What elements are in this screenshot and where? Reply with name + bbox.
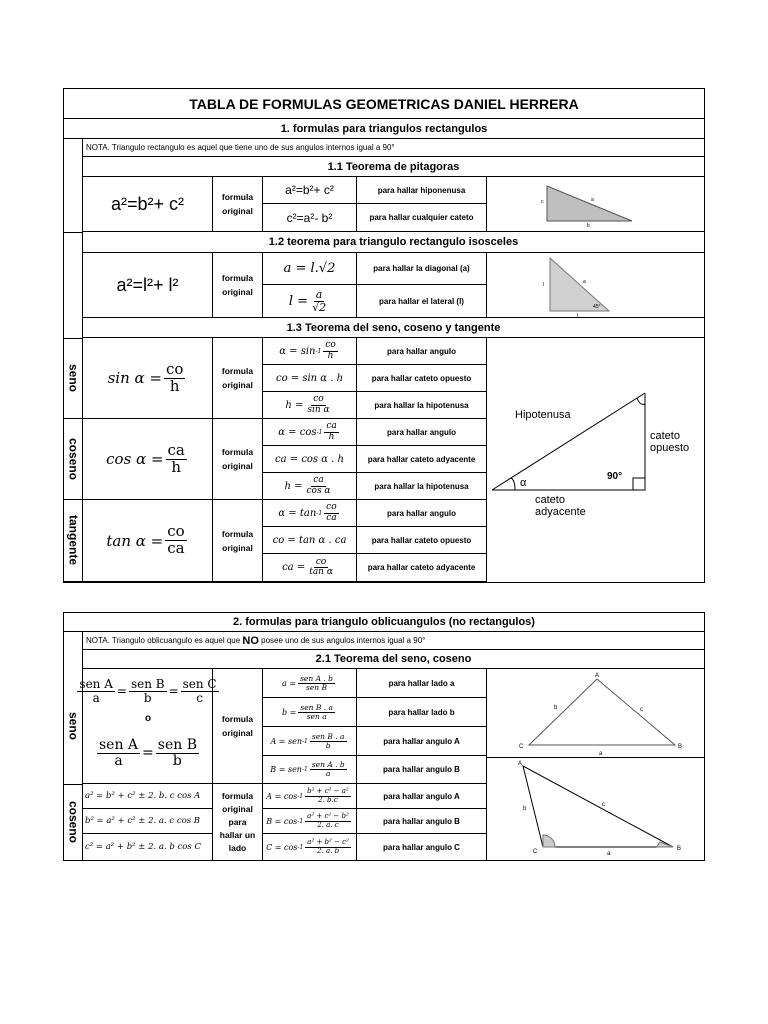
gutter-rule bbox=[64, 232, 83, 233]
coseno-figure-cell bbox=[487, 758, 704, 860]
formula-label: para hallar angulo bbox=[357, 338, 487, 365]
fraction-num: a bbox=[315, 287, 323, 301]
formula-lhs: α = tan bbox=[278, 507, 317, 519]
pitagoras-main-formula: a²=b²+ c² bbox=[83, 177, 213, 232]
trig-heading: 1.3 Teorema del seno, coseno y tangente bbox=[83, 318, 704, 338]
fraction-num: a² + c² − b² bbox=[307, 812, 349, 821]
formula-sup: -1 bbox=[316, 509, 323, 517]
formula-label: para hallar angulo A bbox=[357, 727, 487, 756]
isosceles-figure-cell bbox=[487, 253, 704, 318]
sine-law-cell bbox=[79, 669, 217, 784]
coseno-main-formula bbox=[83, 419, 213, 500]
top-angle-arc bbox=[637, 398, 645, 404]
formula-sup: -1 bbox=[297, 817, 304, 825]
note-pre: NOTA. Triangulo oblicuangulo es aquel que bbox=[86, 636, 243, 645]
fraction-num: sen C bbox=[182, 676, 217, 691]
cosine-law-cell bbox=[83, 784, 213, 860]
fig-alpha-label: α bbox=[520, 477, 527, 489]
formula-cell bbox=[263, 527, 357, 554]
pitagoras-label-2: para hallar cualquier cateto bbox=[357, 204, 487, 232]
oblique-triangle-figure-1 bbox=[487, 669, 704, 758]
fraction-den: sen a bbox=[306, 711, 327, 721]
fraction-num: sen B bbox=[130, 676, 165, 691]
formula-label: para hallar lado b bbox=[357, 698, 487, 727]
tangente-main-formula bbox=[83, 500, 213, 582]
fraction-num: ca bbox=[326, 421, 337, 432]
fraction-den: ca bbox=[326, 512, 337, 523]
fraction-den: sen B bbox=[305, 682, 327, 692]
isosceles-original-label: formula original bbox=[213, 253, 263, 318]
fraction-num: co bbox=[326, 502, 337, 513]
coseno-original-label: formula original bbox=[213, 419, 263, 500]
fig1-C: C bbox=[519, 744, 524, 750]
fraction-den: h bbox=[171, 457, 182, 476]
isosceles-main-formula: a²=l²+ l² bbox=[83, 253, 213, 318]
fig1-c: c bbox=[640, 707, 643, 713]
formula-cell bbox=[263, 698, 357, 727]
main-formula-lhs: tan α = bbox=[106, 531, 164, 550]
fig-right-angle-label: 90° bbox=[607, 471, 623, 482]
formula-sup: -1 bbox=[315, 347, 322, 355]
fraction-den: 2. b.c bbox=[318, 795, 338, 804]
fraction-den: c bbox=[196, 690, 203, 705]
fraction-num: ca bbox=[167, 440, 185, 459]
formula-cell bbox=[263, 809, 357, 834]
fraction-num: sen A bbox=[98, 736, 139, 753]
pitagoras-f1: a²=b²+ c² bbox=[263, 177, 357, 204]
formula-lhs: a = bbox=[282, 678, 297, 688]
fig2-b: b bbox=[523, 806, 527, 812]
formula-label: para hallar cateto opuesto bbox=[357, 365, 487, 392]
trig-triangle-figure bbox=[487, 338, 704, 582]
fraction-num: b² + c² − a² bbox=[307, 787, 349, 796]
isosceles-heading: 1.2 teorema para triangulo rectangulo isosceles bbox=[83, 232, 704, 253]
formula-cell bbox=[263, 669, 357, 698]
isosceles-f2-lhs: l = bbox=[288, 293, 309, 309]
fraction-num: sen A . b bbox=[311, 760, 345, 770]
formula-label: para hallar cateto opuesto bbox=[357, 527, 487, 554]
fraction bbox=[77, 678, 114, 704]
pitagoras-f2: c²=a²- b² bbox=[263, 204, 357, 232]
formula-cell bbox=[263, 392, 357, 419]
sine-law-equation-2: $\frac{\text{sen A}}{a}$ = $\frac{\text{sen B}}{b}$ bbox=[98, 736, 197, 769]
fraction-den: a bbox=[92, 690, 100, 705]
fraction-den: h bbox=[169, 376, 180, 395]
fraction-den: ca bbox=[167, 539, 185, 557]
fraction bbox=[129, 678, 167, 704]
isosceles-fig-a: a bbox=[583, 279, 586, 285]
formula-cell bbox=[263, 365, 357, 392]
formula-cell bbox=[263, 500, 357, 527]
oblique-triangle-shape-1 bbox=[529, 679, 675, 745]
formula-lhs: A = sen bbox=[270, 736, 303, 746]
fraction-den: cos α bbox=[306, 485, 331, 496]
cosine-law: a² = b² + c² ± 2. b. c cos A bbox=[83, 784, 213, 809]
cosine-law: b² = a² + c² ± 2. a. c cos B bbox=[83, 809, 213, 834]
isosceles-label-2: para hallar el lateral (l) bbox=[357, 285, 487, 318]
pitagoras-figure-cell bbox=[487, 177, 704, 232]
fraction bbox=[310, 289, 328, 313]
formula-sup: -1 bbox=[302, 737, 308, 745]
fraction-den: h bbox=[328, 431, 335, 442]
fig1-a: a bbox=[599, 751, 603, 757]
section-2-sub-heading: 2.1 Teorema del seno, coseno bbox=[83, 650, 704, 669]
fig-adjacent-label-1: cateto bbox=[535, 494, 565, 506]
fraction-den: 2. a. b bbox=[317, 846, 340, 855]
formula-label: para hallar cateto adyacente bbox=[357, 554, 487, 582]
pitagoras-fig-c: c bbox=[541, 199, 544, 205]
formula-lhs: ca = bbox=[282, 562, 306, 573]
page-title: TABLA DE FORMULAS GEOMETRICAS DANIEL HERRERA bbox=[64, 89, 704, 119]
fraction-den: tan α bbox=[309, 567, 333, 577]
fig1-b: b bbox=[554, 705, 558, 711]
formula-lhs: B = cos bbox=[266, 816, 298, 826]
fig2-B: B bbox=[677, 846, 682, 852]
fraction-num: sen B bbox=[157, 736, 197, 753]
formula-lhs: co = tan α . ca bbox=[272, 534, 347, 546]
fraction-num: sen A . b bbox=[300, 673, 333, 683]
right-triangle-shape bbox=[547, 186, 632, 221]
fraction-den: 2. a. c bbox=[317, 820, 339, 829]
table-2 bbox=[63, 612, 705, 861]
formula-cell bbox=[263, 756, 357, 784]
fraction-num: ca bbox=[313, 475, 324, 486]
isosceles-fig-l1: l bbox=[543, 282, 545, 288]
fraction-den: a bbox=[114, 752, 123, 769]
formula-sup: -1 bbox=[297, 843, 304, 851]
formula-lhs: h = bbox=[284, 480, 303, 492]
formula-lhs: ca = cos α . h bbox=[275, 453, 344, 465]
fig-opposite-label-2: opuesto bbox=[650, 442, 690, 454]
fraction-num: sen B . a bbox=[311, 731, 345, 741]
fig-adjacent-label-2: adyacente bbox=[535, 506, 586, 518]
formula-lhs: α = sin bbox=[279, 345, 316, 357]
formula-sup: -1 bbox=[316, 428, 323, 436]
fraction bbox=[310, 761, 347, 778]
formula-label: para hallar cateto adyacente bbox=[357, 446, 487, 473]
fraction-den: b bbox=[325, 740, 331, 750]
pitagoras-fig-b: b bbox=[587, 223, 590, 229]
fig-hypotenuse-label: Hipotenusa bbox=[515, 409, 571, 421]
note-post: posee uno de sus angulos internos igual a 90° bbox=[258, 636, 426, 645]
fraction-den: a bbox=[326, 769, 331, 778]
fraction bbox=[307, 558, 335, 578]
right-angle-marker bbox=[633, 478, 645, 490]
cosine-law: c² = a² + b² ± 2. a. b cos C bbox=[85, 841, 201, 852]
tangente-side-label: tangente bbox=[64, 500, 83, 582]
fraction-den: h bbox=[327, 350, 334, 361]
fraction-num: sen A bbox=[79, 676, 113, 691]
formula-cell bbox=[263, 727, 357, 756]
sine-law-equation: $\frac{\text{sen A}}{a}$ = $\frac{\text{sen B}}{b}$ = $\frac{\text{sen C}}{c}$ bbox=[79, 676, 217, 705]
pitagoras-original-label: formula original bbox=[213, 177, 263, 232]
coseno-original-label: formula original para hallar un lado bbox=[213, 784, 263, 860]
fraction bbox=[164, 359, 185, 395]
fraction-den: b bbox=[143, 690, 152, 705]
table-1 bbox=[63, 88, 705, 583]
fig2-c: c bbox=[602, 802, 605, 808]
trig-figure-cell bbox=[487, 338, 704, 582]
fraction bbox=[298, 704, 335, 721]
formula-sup: -1 bbox=[297, 792, 304, 800]
formula-cell bbox=[263, 446, 357, 473]
isosceles-label-1: para hallar la diagonal (a) bbox=[357, 253, 487, 285]
fig2-a: a bbox=[607, 851, 611, 857]
coseno-side-label: coseno bbox=[64, 419, 83, 500]
formula-label: para hallar angulo C bbox=[357, 834, 487, 860]
formula-sup: -1 bbox=[301, 766, 308, 773]
pitagoras-label-1: para hallar hiponenusa bbox=[357, 177, 487, 204]
fraction bbox=[324, 422, 338, 442]
fraction bbox=[310, 733, 347, 750]
fraction bbox=[156, 738, 199, 768]
pitagoras-fig-a: a bbox=[591, 197, 594, 203]
sine-law-or: o bbox=[144, 712, 152, 724]
tangente-original-label: formula original bbox=[213, 500, 263, 582]
angle-c-arc bbox=[543, 835, 555, 847]
isosceles-f1: a = l.√2 bbox=[263, 253, 357, 285]
section-1-note: NOTA. Triangulo rectangulo es aquel que tiene uno de sus angulos internos igual a 90° bbox=[83, 139, 704, 157]
alpha-arc bbox=[511, 478, 515, 490]
fraction-num: co bbox=[167, 522, 185, 541]
seno-side-label: seno bbox=[64, 338, 83, 419]
fraction bbox=[305, 395, 331, 415]
formula-cell bbox=[263, 834, 357, 860]
fig2-C: C bbox=[533, 849, 538, 855]
fraction bbox=[298, 675, 335, 692]
fig-opposite-label-1: cateto bbox=[650, 430, 680, 442]
pitagoras-heading: 1.1 Teorema de pitagoras bbox=[83, 157, 704, 177]
section-2-heading: 2. formulas para triangulo oblicuangulos (no rectangulos) bbox=[64, 613, 704, 632]
isosceles-triangle-figure bbox=[487, 253, 704, 318]
section-2-note bbox=[83, 632, 704, 650]
formula-cell bbox=[263, 338, 357, 365]
formula-lhs: b = bbox=[281, 707, 297, 717]
note-no: NO bbox=[242, 634, 259, 647]
formula-label: para hallar angulo A bbox=[357, 784, 487, 809]
fraction-num: co bbox=[315, 556, 327, 567]
formula-cell bbox=[263, 554, 357, 582]
fraction-num: a² + b² − c² bbox=[307, 838, 349, 847]
fraction bbox=[305, 788, 351, 804]
fraction-num: sen B . a bbox=[300, 702, 333, 712]
fraction bbox=[165, 524, 186, 557]
fraction-den: sin α bbox=[307, 404, 330, 415]
fraction bbox=[97, 738, 140, 768]
fraction bbox=[305, 839, 351, 855]
seno-figure-cell bbox=[487, 669, 704, 758]
section-1-heading: 1. formulas para triangulos rectangulos bbox=[64, 119, 704, 139]
fraction bbox=[324, 503, 338, 523]
fraction bbox=[166, 440, 187, 476]
fig1-B: B bbox=[678, 744, 683, 750]
fraction-num: co bbox=[165, 359, 184, 378]
seno-original-label: formula original bbox=[213, 669, 263, 784]
right-triangle-figure bbox=[487, 177, 704, 232]
formula-lhs: h = bbox=[285, 399, 304, 411]
formula-lhs: A = cos bbox=[266, 791, 298, 801]
fraction bbox=[305, 813, 351, 829]
formula-lhs: co = sin α . h bbox=[275, 372, 344, 384]
seno-side-label: seno bbox=[66, 712, 81, 741]
main-formula-lhs: sin α = bbox=[107, 369, 162, 387]
seno-main-formula bbox=[83, 338, 213, 419]
main-formula-lhs: cos α = bbox=[106, 450, 164, 468]
formula-cell bbox=[263, 784, 357, 809]
seno-original-label: formula original bbox=[213, 338, 263, 419]
formula-label: para hallar angulo B bbox=[357, 756, 487, 784]
fraction-den: √2 bbox=[312, 300, 327, 314]
fraction bbox=[323, 341, 337, 361]
fraction bbox=[304, 476, 332, 496]
formula-label: para hallar angulo bbox=[357, 500, 487, 527]
formula-label: para hallar lado a bbox=[357, 669, 487, 698]
fig1-A: A bbox=[595, 673, 600, 679]
fig2-A: A bbox=[518, 761, 523, 767]
formula-lhs: B = sen bbox=[270, 765, 302, 774]
formula-lhs: α = cos bbox=[278, 426, 317, 438]
formula-cell bbox=[263, 473, 357, 500]
oblique-triangle-figure-2 bbox=[487, 758, 704, 860]
formula-label: para hallar la hipotenusa bbox=[357, 473, 487, 500]
isosceles-fig-l2: l bbox=[577, 313, 579, 318]
formula-lhs: C = cos bbox=[266, 842, 298, 852]
fraction-num: co bbox=[313, 394, 324, 405]
formula-cell bbox=[263, 419, 357, 446]
isosceles-fig-angle: 45° bbox=[593, 304, 601, 310]
formula-label: para hallar angulo bbox=[357, 419, 487, 446]
formula-label: para hallar angulo B bbox=[357, 809, 487, 834]
fraction-den: b bbox=[172, 752, 182, 769]
isosceles-f2 bbox=[263, 285, 357, 318]
fraction-num: co bbox=[325, 340, 336, 351]
formula-label: para hallar la hipotenusa bbox=[357, 392, 487, 419]
coseno-side-label: coseno bbox=[66, 800, 81, 843]
